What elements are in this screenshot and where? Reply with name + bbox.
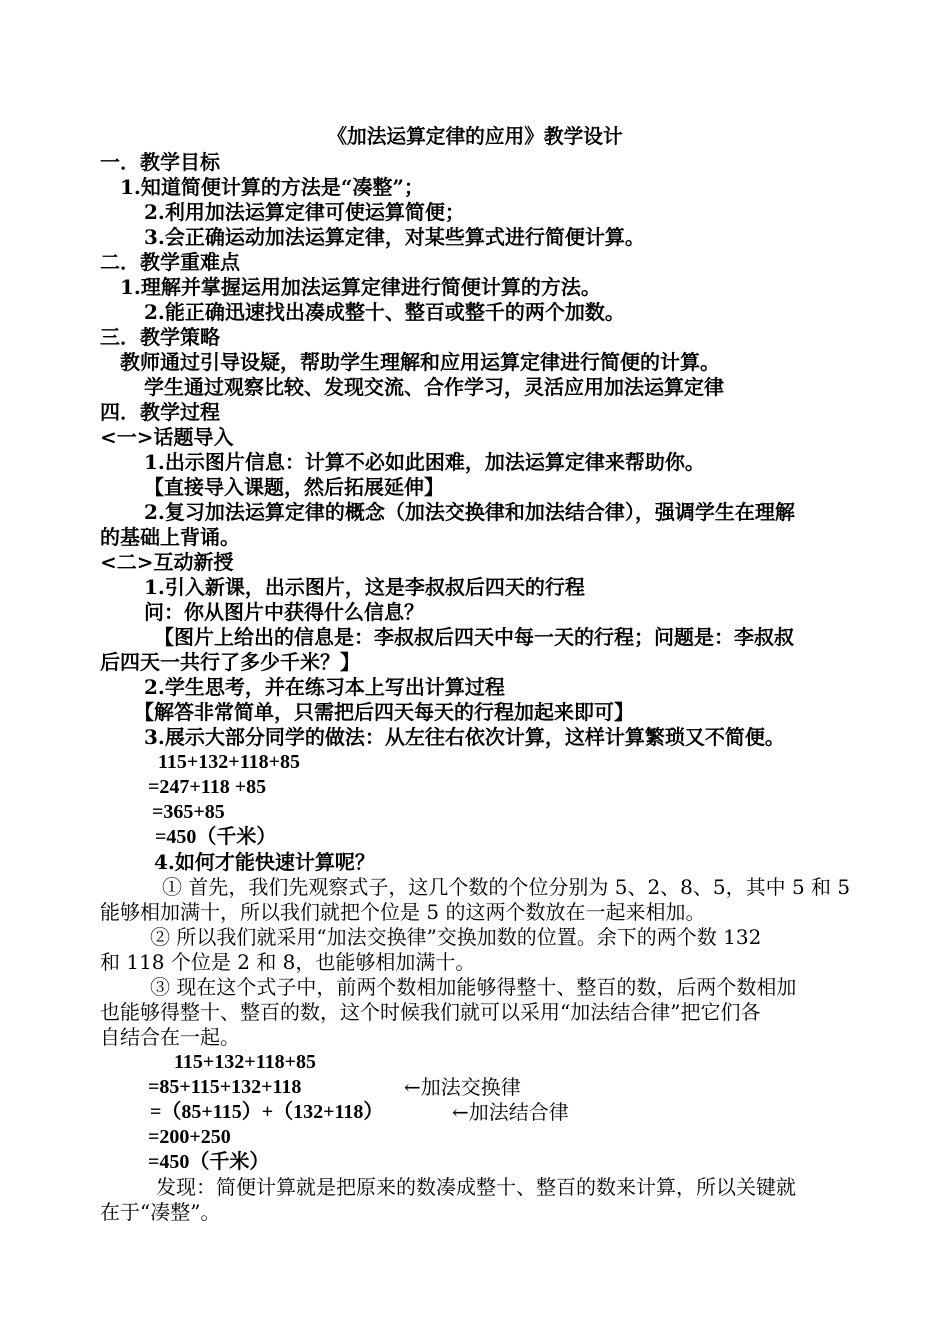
intro-line-3a: 2.复习加法运算定律的概念（加法交换律和加法结合律），强调学生在理解	[144, 500, 795, 524]
explain-2b: 和 118 个位是 2 和 8，也能够相加满十。	[100, 950, 476, 974]
finding-line-b: 在于“凑整”。	[100, 1200, 221, 1224]
lesson-line-2: 问：你从图片中获得什么信息？	[144, 600, 424, 624]
lesson-line-5: 【解答非常简单，只需把后四天每天的行程加起来即可】	[134, 700, 634, 724]
explain-3a: ③ 现在这个式子中，前两个数相加能够得整十、整百的数，后两个数相加	[150, 975, 797, 999]
lesson-line-1: 1.引入新课，出示图片，这是李叔叔后四天的行程	[144, 575, 585, 599]
calc1-line-2: =247+118 +85	[148, 776, 267, 798]
calc2-line-5: =450（千米）	[148, 1151, 270, 1173]
calc2-line-3: =（85+115）+（132+118）	[150, 1101, 384, 1123]
finding-line-a: 发现：简便计算就是把原来的数凑成整十、整百的数来计算，所以关键就	[156, 1175, 796, 1199]
explain-1b: 能够相加满十，所以我们就把个位是 5 的这两个数放在一起来相加。	[100, 900, 706, 924]
explain-1a: ① 首先，我们先观察式子，这几个数的个位分别为 5、2、8、5，其中 5 和 5	[162, 875, 851, 899]
intro-line-1: 1.出示图片信息：计算不必如此困难，加法运算定律来帮助你。	[144, 450, 705, 474]
note-associative: ←加法结合律	[452, 1100, 569, 1124]
calc2-line-2: =85+115+132+118	[148, 1076, 302, 1098]
subsection-heading-new-lesson: <二>互动新授	[100, 550, 234, 574]
lesson-line-6: 3.展示大部分同学的做法：从左往右依次计算，这样计算繁琐又不简便。	[144, 725, 785, 749]
calc2-line-1: 115+132+118+85	[174, 1051, 316, 1073]
goal-item-2: 2.利用加法运算定律可使运算简便；	[144, 200, 465, 224]
explain-3c: 自结合在一起。	[100, 1025, 240, 1049]
intro-line-3b: 的基础上背诵。	[100, 525, 240, 549]
explain-3b: 也能够得整十、整百的数，这个时候我们就可以采用“加法结合律”把它们各	[100, 1000, 761, 1024]
lesson-line-4: 2.学生思考，并在练习本上写出计算过程	[144, 675, 505, 699]
calc2-line-4: =200+250	[148, 1126, 231, 1148]
lesson-line-3b: 后四天一共行了多少千米？】	[100, 650, 360, 674]
keypoint-item-1: 1.理解并掌握运用加法运算定律进行简便计算的方法。	[120, 275, 601, 299]
keypoint-item-2: 2.能正确迅速找出凑成整十、整百或整千的两个加数。	[144, 300, 625, 324]
document-title: 《加法运算定律的应用》教学设计	[327, 125, 623, 148]
section-heading-process: 四．教学过程	[100, 400, 220, 424]
calc1-line-4: =450（千米）	[155, 826, 277, 848]
calc1-line-3: =365+85	[152, 801, 225, 823]
strategy-paragraph-1: 教师通过引导设疑，帮助学生理解和应用运算定律进行简便的计算。	[120, 350, 720, 374]
note-commutative: ←加法交换律	[404, 1075, 521, 1099]
calc1-line-1: 115+132+118+85	[158, 751, 300, 773]
goal-item-3: 3.会正确运动加法运算定律，对某些算式进行简便计算。	[144, 225, 645, 249]
intro-line-2: 【直接导入课题，然后拓展延伸】	[144, 475, 444, 499]
goal-item-1: 1.知道简便计算的方法是“凑整”；	[120, 175, 424, 199]
lesson-line-3a: 【图片上给出的信息是：李叔叔后四天中每一天的行程；问题是：李叔叔	[154, 625, 794, 649]
section-heading-goals: 一．教学目标	[100, 150, 220, 174]
explain-2a: ② 所以我们就采用“加法交换律”交换加数的位置。余下的两个数 132	[150, 925, 762, 949]
section-heading-strategy: 三．教学策略	[100, 325, 220, 349]
section-heading-keypoints: 二．教学重难点	[100, 250, 240, 274]
strategy-paragraph-2: 学生通过观察比较、发现交流、合作学习，灵活应用加法运算定律	[144, 375, 724, 399]
lesson-line-7: 4.如何才能快速计算呢？	[154, 850, 375, 874]
subsection-heading-intro: <一>话题导入	[100, 425, 234, 449]
